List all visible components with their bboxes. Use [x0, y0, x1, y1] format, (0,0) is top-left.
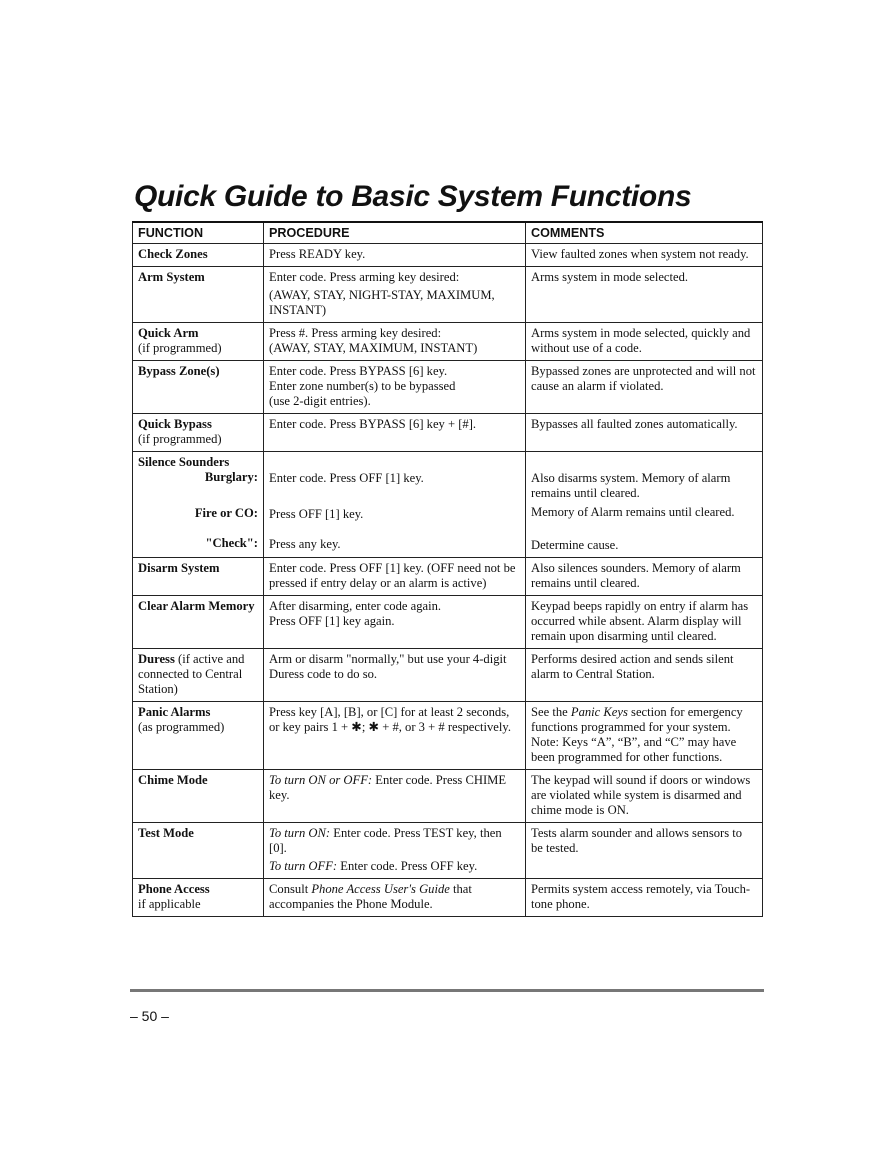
- procedure-cell: [264, 879, 526, 917]
- procedure-cell: Arm or disarm "normally," but use your 4-digit Duress code to do so.: [264, 649, 526, 702]
- procedure-italic: To turn ON:: [269, 826, 331, 840]
- function-cell: [133, 702, 264, 770]
- function-note: (as programmed): [138, 720, 225, 734]
- function-name: Quick Bypass: [138, 417, 212, 431]
- table-row: [133, 770, 763, 823]
- procedure-italic: To turn ON or OFF:: [269, 773, 373, 787]
- procedure-cell: [264, 323, 526, 361]
- function-name: Test Mode: [138, 826, 194, 840]
- guide-reference: Phone Access User's Guide: [311, 882, 450, 896]
- procedure-line: (AWAY, STAY, NIGHT-STAY, MAXIMUM, INSTANT): [269, 288, 495, 317]
- function-name: Panic Alarms: [138, 705, 211, 719]
- table-row: [133, 267, 763, 323]
- function-name: Quick Arm: [138, 326, 199, 340]
- procedure-line: [269, 826, 520, 856]
- procedure-cell: Press READY key.: [264, 244, 526, 267]
- procedure-text: Consult: [269, 882, 312, 896]
- footer-divider: [130, 989, 764, 992]
- comments-cell: Bypasses all faulted zones automatically.: [526, 414, 763, 452]
- procedure-line: Enter code. Press arming key desired:: [269, 270, 460, 284]
- function-note: (if active and connected to Central Station): [138, 652, 245, 696]
- comments-cell: Arms system in mode selected, quickly and without use of a code.: [526, 323, 763, 361]
- comments-cell: Keypad beeps rapidly on entry if alarm has occurred while absent. Alarm display will remain upon disarming until cleared.: [526, 596, 763, 649]
- procedure-italic: To turn OFF:: [269, 859, 338, 873]
- header-procedure: PROCEDURE: [264, 222, 526, 244]
- table-row: [133, 702, 763, 770]
- function-note: (if programmed): [138, 432, 222, 446]
- page-title: Quick Guide to Basic System Functions: [134, 180, 692, 213]
- function-name: Duress: [138, 652, 175, 666]
- function-note: (if programmed): [138, 341, 222, 355]
- function-cell: [133, 649, 264, 702]
- procedure-text: Enter code. Press OFF key.: [337, 859, 478, 873]
- fire-label: Fire or CO:: [194, 506, 258, 520]
- procedure-cell: [264, 770, 526, 823]
- quick-guide-table: [132, 221, 763, 917]
- procedure-text: that accompanies the Phone Module.: [269, 882, 472, 911]
- function-name: Disarm System: [138, 561, 220, 575]
- procedure-text: Enter code. Press TEST key, then [0].: [269, 826, 502, 855]
- panic-keys-reference: Panic Keys: [570, 705, 628, 719]
- burglary-label: Burglary:: [204, 470, 258, 484]
- function-note: if applicable: [138, 897, 201, 911]
- check-comments: Determine cause.: [531, 538, 619, 552]
- function-cell: [133, 267, 264, 323]
- comments-cell: Performs desired action and sends silent alarm to Central Station.: [526, 649, 763, 702]
- comments-text: section for emergency functions programmed for your system. Note: Keys “A”, “B”, and “C” may have been programmed for other functions.: [531, 705, 743, 764]
- table-row: [133, 452, 763, 558]
- function-name: Phone Access: [138, 882, 210, 896]
- function-name: Check Zones: [138, 247, 208, 261]
- function-cell: [133, 452, 264, 558]
- procedure-line: After disarming, enter code again.: [269, 599, 442, 613]
- function-cell: [133, 596, 264, 649]
- function-cell: [133, 244, 264, 267]
- table-row: [133, 596, 763, 649]
- function-name: Bypass Zone(s): [138, 364, 220, 378]
- function-cell: [133, 770, 264, 823]
- burglary-procedure: Enter code. Press OFF [1] key.: [269, 471, 424, 485]
- procedure-line: Press #. Press arming key desired:: [269, 326, 442, 340]
- table-row: [133, 823, 763, 879]
- procedure-line: [269, 859, 520, 874]
- procedure-cell: [264, 823, 526, 879]
- page-number: – 50 –: [130, 1008, 169, 1024]
- function-cell: [133, 361, 264, 414]
- comments-cell: Arms system in mode selected.: [526, 267, 763, 323]
- comments-cell: Bypassed zones are unprotected and will not cause an alarm if violated.: [526, 361, 763, 414]
- function-cell: [133, 323, 264, 361]
- procedure-line: Press OFF [1] key again.: [269, 614, 395, 628]
- procedure-cell: [264, 596, 526, 649]
- function-cell: [133, 823, 264, 879]
- table-row: [133, 414, 763, 452]
- table-header-row: [133, 222, 763, 244]
- table-row: [133, 558, 763, 596]
- procedure-cell: [264, 361, 526, 414]
- comments-cell: [526, 452, 763, 558]
- comments-text: See the: [531, 705, 571, 719]
- header-comments: COMMENTS: [526, 222, 763, 244]
- comments-cell: [526, 702, 763, 770]
- procedure-line: (AWAY, STAY, MAXIMUM, INSTANT): [269, 341, 478, 355]
- table-row: [133, 879, 763, 917]
- procedure-cell: Enter code. Press OFF [1] key. (OFF need not be pressed if entry delay or an alarm is active): [264, 558, 526, 596]
- header-function: FUNCTION: [133, 222, 264, 244]
- table-row: [133, 649, 763, 702]
- table-row: [133, 244, 763, 267]
- burglary-comments: Also disarms system. Memory of alarm remains until cleared.: [531, 471, 731, 500]
- comments-cell: Also silences sounders. Memory of alarm remains until cleared.: [526, 558, 763, 596]
- function-cell: [133, 879, 264, 917]
- procedure-line: Enter zone number(s) to be bypassed: [269, 379, 456, 393]
- function-name: Arm System: [138, 270, 205, 284]
- fire-procedure: Press OFF [1] key.: [269, 507, 364, 521]
- comments-cell: The keypad will sound if doors or windows are violated while system is disarmed and chime mode is ON.: [526, 770, 763, 823]
- comments-cell: View faulted zones when system not ready.: [526, 244, 763, 267]
- procedure-line: (use 2-digit entries).: [269, 394, 371, 408]
- function-cell: [133, 414, 264, 452]
- procedure-cell: Press key [A], [B], or [C] for at least 2 seconds, or key pairs 1 + ✱; ✱ + #, or 3 + # respectively.: [264, 702, 526, 770]
- procedure-cell: [264, 267, 526, 323]
- function-name: Silence Sounders: [138, 455, 230, 469]
- procedure-line: Enter code. Press BYPASS [6] key.: [269, 364, 448, 378]
- procedure-text: Enter code. Press CHIME key.: [269, 773, 507, 802]
- function-cell: [133, 558, 264, 596]
- comments-cell: Permits system access remotely, via Touch-tone phone.: [526, 879, 763, 917]
- procedure-cell: Enter code. Press BYPASS [6] key + [#].: [264, 414, 526, 452]
- function-name: Clear Alarm Memory: [138, 599, 255, 613]
- check-procedure: Press any key.: [269, 537, 341, 551]
- procedure-cell: [264, 452, 526, 558]
- fire-comments: Memory of Alarm remains until cleared.: [531, 505, 735, 519]
- table-row: [133, 361, 763, 414]
- comments-cell: Tests alarm sounder and allows sensors to be tested.: [526, 823, 763, 879]
- table-row: [133, 323, 763, 361]
- function-name: Chime Mode: [138, 773, 208, 787]
- check-label: "Check":: [205, 536, 258, 550]
